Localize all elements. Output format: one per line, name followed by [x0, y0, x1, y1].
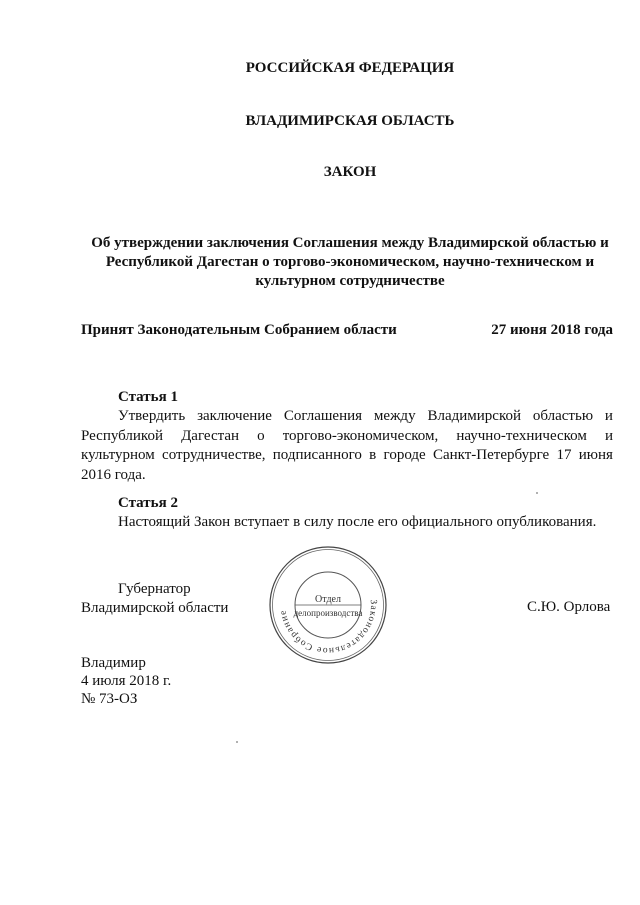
- article-2-body: [81, 513, 613, 533]
- word: и: [604, 427, 613, 444]
- adopted-by: Принят Законодательным Собранием области: [81, 322, 397, 338]
- word: июня: [578, 447, 613, 463]
- word: Владимирской: [427, 408, 521, 424]
- word: 17: [556, 447, 572, 463]
- word: сотрудничестве,: [162, 447, 266, 463]
- header-doc-type: ЗАКОН: [323, 164, 377, 180]
- signer-name: С.Ю. Орлова: [527, 599, 611, 615]
- law-title-line: Республикой Дагестан о торгово-экономическом, научно-техническом и: [105, 254, 595, 270]
- article-1-line: [81, 446, 613, 466]
- word: в: [369, 447, 377, 463]
- word: областью: [532, 408, 594, 424]
- word: Санкт-Петербурге: [432, 447, 550, 463]
- law-number: № 73-ОЗ: [81, 691, 138, 707]
- article-1-line: 2016 года.: [81, 466, 146, 483]
- word: между: [373, 408, 416, 424]
- word: Дагестан: [181, 427, 240, 444]
- word: заключение: [197, 408, 272, 424]
- signer-title: [81, 580, 228, 618]
- official-stamp: [264, 538, 388, 665]
- article-2-text: Настоящий Закон вступает в силу после его официального опубликования.: [118, 514, 597, 530]
- word: городе: [383, 447, 426, 463]
- word: Утвердить: [118, 408, 186, 424]
- article-1-line: [81, 407, 613, 427]
- signing-date: 4 июля 2018 г.: [81, 673, 172, 689]
- word: Республикой: [81, 427, 163, 444]
- article-2-heading: Статья 2: [118, 495, 178, 511]
- word: торгово-экономическом,: [282, 427, 439, 444]
- adopted-date: 27 июня 2018 года: [491, 322, 613, 338]
- stamp-center-line: Отдел: [315, 594, 341, 605]
- signer-position: Губернатор: [118, 581, 191, 597]
- stamp-ring-text: Законодательное Собрание Владимирской области: [264, 538, 379, 656]
- scan-speck: [536, 492, 538, 494]
- article-1-body: [81, 407, 613, 485]
- article-1-heading: Статья 1: [118, 389, 178, 405]
- stamp-seal-icon: [264, 538, 388, 665]
- law-title: [80, 234, 620, 291]
- law-title-line: культурном сотрудничестве: [255, 273, 445, 289]
- word: о: [257, 427, 265, 444]
- word: подписанного: [272, 447, 362, 463]
- adoption-line: [81, 322, 613, 339]
- place-date-block: [81, 654, 171, 708]
- signer-region: Владимирской области: [81, 600, 229, 616]
- word: Соглашения: [283, 408, 363, 424]
- stamp-center-line: делопроизводства: [293, 608, 363, 618]
- header-country: РОССИЙСКАЯ ФЕДЕРАЦИЯ: [245, 60, 455, 76]
- article-1-line: [81, 427, 613, 447]
- law-title-line: Об утверждении заключения Соглашения между Владимирской областью и: [91, 235, 609, 251]
- scan-speck: [236, 741, 238, 743]
- header-region: ВЛАДИМИРСКАЯ ОБЛАСТЬ: [245, 113, 455, 129]
- word: научно-техническом: [456, 427, 587, 444]
- word: культурном: [81, 447, 155, 463]
- city: Владимир: [81, 655, 146, 671]
- word: и: [604, 408, 613, 424]
